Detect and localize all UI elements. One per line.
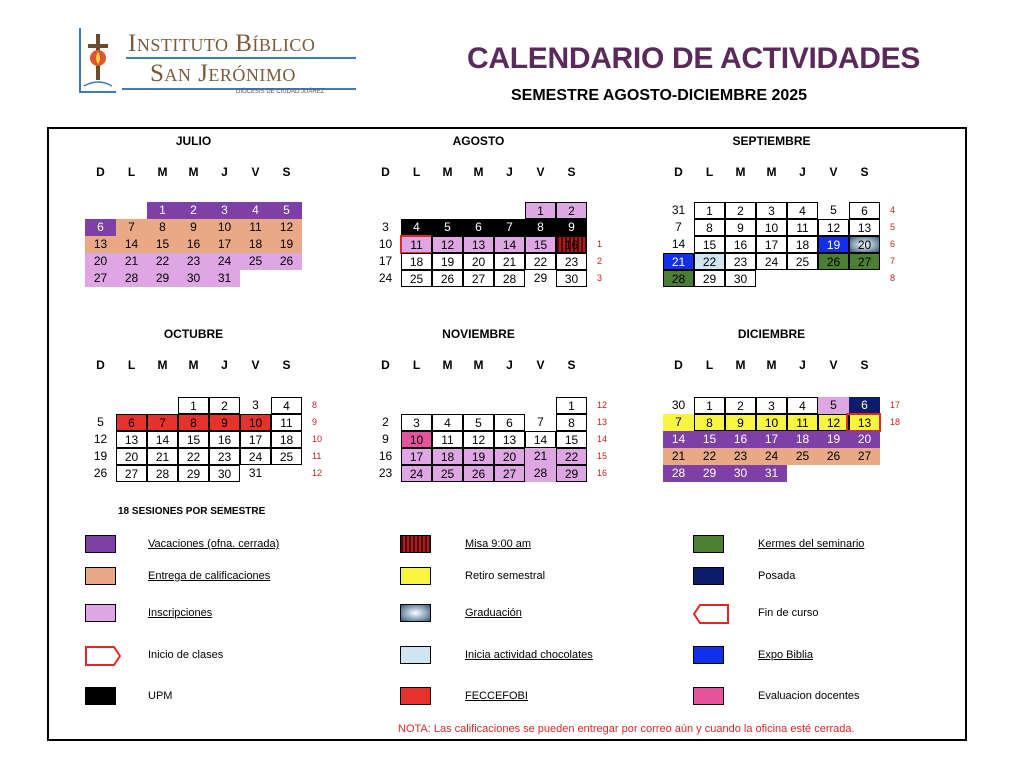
day-cell: 8 xyxy=(694,219,725,236)
day-cell: 24 xyxy=(378,271,393,285)
session-number: 9 xyxy=(312,417,318,427)
day-cell: 28 xyxy=(663,465,694,482)
day-cell: 15 xyxy=(694,236,725,253)
day-cell: 30 xyxy=(671,398,686,412)
cross-emblem-icon xyxy=(76,26,120,98)
day-cell: 7 xyxy=(663,414,694,431)
weekday-label: S xyxy=(860,165,869,179)
day-cell: 7 xyxy=(675,220,682,234)
day-cell: 13 xyxy=(849,414,880,431)
session-number: 12 xyxy=(312,468,323,478)
weekday-label: V xyxy=(536,165,545,179)
day-cell: 25 xyxy=(240,253,271,270)
day-cell: 20 xyxy=(494,448,525,465)
weekday-label: L xyxy=(705,358,714,372)
day-cell: 30 xyxy=(556,270,587,287)
day-cell: 11 xyxy=(240,219,271,236)
month-name: DICIEMBRE xyxy=(737,327,806,341)
day-cell: 30 xyxy=(178,270,209,287)
day-cell: 29 xyxy=(556,465,587,482)
weekday-label: J xyxy=(221,165,228,179)
session-number: 1 xyxy=(597,239,603,249)
legend-label: Misa 9:00 am xyxy=(465,538,532,550)
day-cell: 8 xyxy=(525,219,556,236)
legend-label: Evaluacion docentes xyxy=(758,690,860,702)
session-number: 17 xyxy=(890,400,901,410)
day-cell: 31 xyxy=(671,203,686,217)
legend-label: Vacaciones (ofna. cerrada) xyxy=(148,538,280,550)
day-cell: 14 xyxy=(494,236,525,253)
legend-swatch xyxy=(85,687,116,705)
weekday-label: V xyxy=(251,165,260,179)
legend-label: UPM xyxy=(148,690,173,702)
day-cell: 26 xyxy=(818,253,849,270)
day-cell: 9 xyxy=(556,219,587,236)
day-cell: 24 xyxy=(240,448,271,465)
weekday-label: M xyxy=(188,358,199,372)
weekday-label: J xyxy=(506,165,513,179)
weekday-label: M xyxy=(735,165,746,179)
day-cell: 29 xyxy=(694,465,725,482)
weekday-label: S xyxy=(567,165,576,179)
day-cell: 24 xyxy=(756,448,787,465)
day-cell: 14 xyxy=(525,431,556,448)
weekday-label: V xyxy=(829,165,838,179)
day-cell: 28 xyxy=(663,270,694,287)
session-number: 7 xyxy=(890,256,896,266)
day-cell: 16 xyxy=(209,431,240,448)
day-cell: 10 xyxy=(209,219,240,236)
day-cell: 4 xyxy=(271,397,302,414)
day-cell: 7 xyxy=(494,219,525,236)
weekday-label: M xyxy=(157,165,168,179)
day-cell: 5 xyxy=(432,219,463,236)
month-name: JULIO xyxy=(175,134,212,148)
day-cell: 22 xyxy=(178,448,209,465)
logo-rule xyxy=(126,57,356,59)
legend-swatch xyxy=(85,535,116,553)
session-number: 2 xyxy=(597,256,603,266)
session-number: 5 xyxy=(890,222,896,232)
day-cell: 17 xyxy=(378,254,393,268)
day-cell: 4 xyxy=(240,202,271,219)
weekday-label: S xyxy=(860,358,869,372)
legend-swatch xyxy=(400,687,431,705)
weekday-label: D xyxy=(381,165,390,179)
weekday-label: L xyxy=(412,165,421,179)
day-cell: 6 xyxy=(494,414,525,431)
day-cell: 16 xyxy=(725,431,756,448)
legend-label: Fin de curso xyxy=(758,607,819,619)
day-cell: 19 xyxy=(463,448,494,465)
day-cell: 12 xyxy=(432,236,463,253)
day-cell: 21 xyxy=(147,448,178,465)
day-cell: 18 xyxy=(787,236,818,253)
weekday-label: S xyxy=(282,358,291,372)
day-cell: 18 xyxy=(787,431,818,448)
day-cell: 9 xyxy=(725,219,756,236)
day-cell: 18 xyxy=(401,253,432,270)
day-cell: 2 xyxy=(209,397,240,414)
day-cell: 17 xyxy=(240,431,271,448)
day-cell: 9 xyxy=(382,432,389,446)
legend-label: Graduación xyxy=(465,607,522,619)
day-cell: 8 xyxy=(147,219,178,236)
legend-label: FECCEFOBI xyxy=(465,690,528,702)
logo-tagline: DIÓCESIS DE CIUDAD JUÁREZ xyxy=(236,89,325,95)
day-cell: 13 xyxy=(116,431,147,448)
day-cell: 19 xyxy=(818,236,849,253)
weekday-label: V xyxy=(829,358,838,372)
day-cell: 6 xyxy=(849,202,880,219)
weekday-label: D xyxy=(674,358,683,372)
day-cell: 15 xyxy=(694,431,725,448)
day-cell: 23 xyxy=(725,253,756,270)
day-cell: 28 xyxy=(494,270,525,287)
session-number: 3 xyxy=(597,273,603,283)
legend-swatch xyxy=(85,567,116,585)
legend-swatch xyxy=(693,567,724,585)
day-cell: 12 xyxy=(93,432,108,446)
day-cell: 5 xyxy=(271,202,302,219)
day-cell: 22 xyxy=(147,253,178,270)
day-cell: 16 xyxy=(556,236,587,253)
sessions-label: 18 SESIONES POR SEMESTRE xyxy=(118,506,266,517)
day-cell: 29 xyxy=(147,270,178,287)
day-cell: 23 xyxy=(725,448,756,465)
day-cell: 9 xyxy=(178,219,209,236)
weekday-label: S xyxy=(282,165,291,179)
day-cell: 20 xyxy=(463,253,494,270)
day-cell: 28 xyxy=(116,270,147,287)
day-cell: 19 xyxy=(432,253,463,270)
day-cell: 11 xyxy=(787,414,818,431)
day-cell: 29 xyxy=(694,270,725,287)
day-cell: 20 xyxy=(116,448,147,465)
legend-label: Inicia actividad chocolates xyxy=(465,649,593,661)
day-cell: 10 xyxy=(240,414,271,431)
note: NOTA: Las calificaciones se pueden entregar por correo aún y cuando la oficina esté cerrada. xyxy=(398,723,855,735)
day-cell: 17 xyxy=(756,236,787,253)
weekday-label: M xyxy=(473,165,484,179)
legend-swatch xyxy=(400,535,431,553)
day-cell: 21 xyxy=(525,448,556,465)
day-cell: 5 xyxy=(463,414,494,431)
day-cell: 30 xyxy=(209,465,240,482)
day-cell: 2 xyxy=(725,397,756,414)
day-cell: 3 xyxy=(382,220,389,234)
day-cell: 25 xyxy=(271,448,302,465)
day-cell: 12 xyxy=(271,219,302,236)
day-cell: 15 xyxy=(178,431,209,448)
day-cell: 18 xyxy=(240,236,271,253)
day-cell: 20 xyxy=(85,253,116,270)
day-cell: 27 xyxy=(849,448,880,465)
legend-label: Entrega de calificaciones xyxy=(148,570,271,582)
weekday-label: D xyxy=(96,165,105,179)
day-cell: 14 xyxy=(663,431,694,448)
day-cell: 1 xyxy=(556,397,587,414)
day-cell: 3 xyxy=(252,398,259,412)
day-cell: 16 xyxy=(178,236,209,253)
day-cell: 26 xyxy=(93,466,108,480)
day-cell: 19 xyxy=(818,431,849,448)
weekday-label: L xyxy=(127,165,136,179)
day-cell: 29 xyxy=(533,271,548,285)
day-cell: 17 xyxy=(756,431,787,448)
day-cell: 2 xyxy=(556,202,587,219)
day-cell: 20 xyxy=(849,236,880,253)
day-cell: 22 xyxy=(694,448,725,465)
day-cell: 10 xyxy=(756,414,787,431)
day-cell: 21 xyxy=(116,253,147,270)
legend-swatch xyxy=(85,646,121,666)
day-cell: 6 xyxy=(463,219,494,236)
session-number: 18 xyxy=(890,417,901,427)
weekday-label: M xyxy=(735,358,746,372)
day-cell: 14 xyxy=(147,431,178,448)
day-cell: 14 xyxy=(671,237,686,251)
legend-label: Retiro semestral xyxy=(465,570,546,582)
day-cell: 7 xyxy=(537,415,544,429)
institute-logo xyxy=(76,26,366,100)
legend-swatch xyxy=(400,604,431,622)
day-cell: 27 xyxy=(116,465,147,482)
weekday-label: S xyxy=(567,358,576,372)
day-cell: 30 xyxy=(725,465,756,482)
day-cell: 6 xyxy=(849,397,880,414)
day-cell: 19 xyxy=(271,236,302,253)
day-cell: 28 xyxy=(147,465,178,482)
day-cell: 22 xyxy=(525,253,556,270)
legend-swatch xyxy=(693,646,724,664)
day-cell: 11 xyxy=(432,431,463,448)
month-name: OCTUBRE xyxy=(163,327,224,341)
day-cell: 9 xyxy=(725,414,756,431)
day-cell: 27 xyxy=(463,270,494,287)
day-cell: 11 xyxy=(401,236,432,253)
logo-line-2: San Jerónimo xyxy=(150,60,296,87)
day-cell: 17 xyxy=(209,236,240,253)
legend-swatch xyxy=(693,687,724,705)
day-cell: 21 xyxy=(494,253,525,270)
weekday-label: J xyxy=(221,358,228,372)
day-cell: 23 xyxy=(556,253,587,270)
weekday-label: D xyxy=(674,165,683,179)
day-cell: 27 xyxy=(85,270,116,287)
session-number: 10 xyxy=(312,434,323,444)
weekday-label: M xyxy=(157,358,168,372)
day-cell: 3 xyxy=(209,202,240,219)
day-cell: 25 xyxy=(787,448,818,465)
session-number: 4 xyxy=(890,205,896,215)
weekday-label: M xyxy=(442,358,453,372)
day-cell: 31 xyxy=(756,465,787,482)
day-cell: 1 xyxy=(147,202,178,219)
day-cell: 4 xyxy=(787,202,818,219)
day-cell: 12 xyxy=(818,414,849,431)
day-cell: 4 xyxy=(787,397,818,414)
weekday-label: L xyxy=(705,165,714,179)
day-cell: 22 xyxy=(556,448,587,465)
day-cell: 13 xyxy=(463,236,494,253)
weekday-label: V xyxy=(536,358,545,372)
session-number: 16 xyxy=(597,468,608,478)
legend-label: Posada xyxy=(758,570,796,582)
day-cell: 24 xyxy=(756,253,787,270)
day-cell: 15 xyxy=(556,431,587,448)
day-cell: 25 xyxy=(787,253,818,270)
logo-line-1: Instituto Bíblico xyxy=(128,30,316,57)
session-number: 6 xyxy=(890,239,896,249)
legend-label: Expo Biblia xyxy=(758,649,814,661)
day-cell: 26 xyxy=(432,270,463,287)
weekday-label: L xyxy=(412,358,421,372)
day-cell: 30 xyxy=(725,270,756,287)
day-cell: 23 xyxy=(209,448,240,465)
legend-label: Inscripciones xyxy=(148,607,213,619)
day-cell: 1 xyxy=(694,202,725,219)
day-cell: 25 xyxy=(401,270,432,287)
day-cell: 12 xyxy=(818,219,849,236)
weekday-label: J xyxy=(506,358,513,372)
legend-swatch xyxy=(400,646,431,664)
day-cell: 31 xyxy=(209,270,240,287)
session-number: 15 xyxy=(597,451,608,461)
day-cell: 1 xyxy=(525,202,556,219)
day-cell: 27 xyxy=(494,465,525,482)
day-cell: 1 xyxy=(694,397,725,414)
day-cell: 26 xyxy=(818,448,849,465)
day-cell: 26 xyxy=(271,253,302,270)
day-cell: 5 xyxy=(97,415,104,429)
weekday-label: M xyxy=(188,165,199,179)
day-cell: 6 xyxy=(116,414,147,431)
weekday-label: L xyxy=(127,358,136,372)
day-cell: 10 xyxy=(756,219,787,236)
day-cell: 15 xyxy=(147,236,178,253)
day-cell: 5 xyxy=(830,203,837,217)
legend-swatch xyxy=(693,604,729,624)
session-number: 13 xyxy=(597,417,608,427)
weekday-label: J xyxy=(799,165,806,179)
page-title: CALENDARIO DE ACTIVIDADES xyxy=(467,42,921,75)
day-cell: 10 xyxy=(401,431,432,448)
day-cell: 8 xyxy=(178,414,209,431)
day-cell: 17 xyxy=(401,448,432,465)
session-number: 11 xyxy=(312,451,322,461)
day-cell: 8 xyxy=(694,414,725,431)
weekday-label: D xyxy=(96,358,105,372)
session-number: 8 xyxy=(312,400,318,410)
legend-swatch xyxy=(693,535,724,553)
month-name: NOVIEMBRE xyxy=(442,327,515,341)
day-cell: 31 xyxy=(248,466,263,480)
day-cell: 22 xyxy=(694,253,725,270)
day-cell: 2 xyxy=(382,415,389,429)
day-cell: 29 xyxy=(178,465,209,482)
session-number: 14 xyxy=(597,434,608,444)
day-cell: 19 xyxy=(93,449,108,463)
day-cell: 2 xyxy=(178,202,209,219)
weekday-label: J xyxy=(799,358,806,372)
day-cell: 9 xyxy=(209,414,240,431)
day-cell: 28 xyxy=(525,465,556,482)
legend-swatch xyxy=(400,567,431,585)
session-number: 12 xyxy=(597,400,608,410)
legend-swatch xyxy=(85,604,116,622)
day-cell: 13 xyxy=(494,431,525,448)
weekday-label: D xyxy=(381,358,390,372)
day-cell: 16 xyxy=(725,236,756,253)
day-cell: 7 xyxy=(147,414,178,431)
day-cell: 4 xyxy=(401,219,432,236)
day-cell: 15 xyxy=(525,236,556,253)
day-cell: 3 xyxy=(756,397,787,414)
day-cell: 5 xyxy=(818,397,849,414)
weekday-label: M xyxy=(473,358,484,372)
day-cell: 1 xyxy=(178,397,209,414)
page-subtitle: SEMESTRE AGOSTO-DICIEMBRE 2025 xyxy=(511,87,808,104)
session-number: 8 xyxy=(890,273,896,283)
day-cell: 3 xyxy=(756,202,787,219)
day-cell: 16 xyxy=(378,449,393,463)
day-cell: 26 xyxy=(463,465,494,482)
day-cell: 20 xyxy=(849,431,880,448)
day-cell: 23 xyxy=(378,466,393,480)
day-cell: 12 xyxy=(463,431,494,448)
day-cell: 18 xyxy=(432,448,463,465)
weekday-label: M xyxy=(766,358,777,372)
day-cell: 24 xyxy=(209,253,240,270)
day-cell: 3 xyxy=(401,414,432,431)
weekday-label: M xyxy=(442,165,453,179)
legend-label: Inicio de clases xyxy=(148,649,224,661)
day-cell: 21 xyxy=(663,253,694,270)
day-cell: 4 xyxy=(432,414,463,431)
day-cell: 7 xyxy=(116,219,147,236)
day-cell: 13 xyxy=(85,236,116,253)
weekday-label: M xyxy=(766,165,777,179)
day-cell: 8 xyxy=(556,414,587,431)
day-cell: 2 xyxy=(725,202,756,219)
day-cell: 25 xyxy=(432,465,463,482)
day-cell: 24 xyxy=(401,465,432,482)
day-cell: 11 xyxy=(787,219,818,236)
day-cell: 6 xyxy=(85,219,116,236)
weekday-label: V xyxy=(251,358,260,372)
day-cell: 14 xyxy=(116,236,147,253)
day-cell: 18 xyxy=(271,431,302,448)
day-cell: 13 xyxy=(849,219,880,236)
month-name: SEPTIEMBRE xyxy=(732,134,811,148)
legend-label: Kermes del seminario xyxy=(758,538,865,550)
day-cell: 21 xyxy=(663,448,694,465)
day-cell: 23 xyxy=(178,253,209,270)
day-cell: 27 xyxy=(849,253,880,270)
day-cell: 10 xyxy=(378,237,393,251)
month-name: AGOSTO xyxy=(452,134,505,148)
day-cell: 11 xyxy=(271,414,302,431)
